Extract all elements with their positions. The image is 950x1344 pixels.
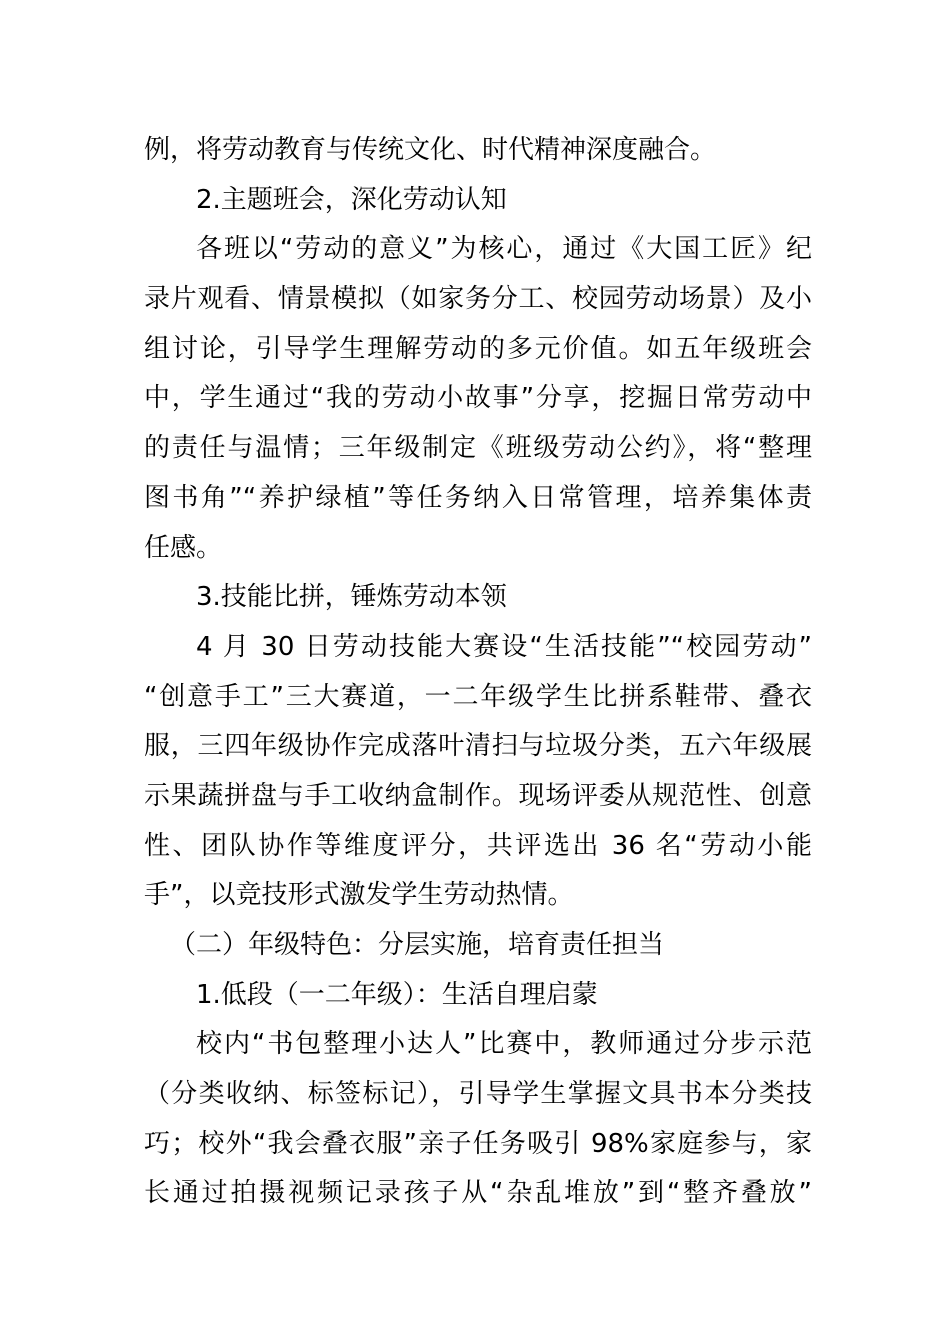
paragraph-line: 的责任与温情；三年级制定《班级劳动公约》，将“整理: [144, 433, 812, 464]
section-heading-class-meeting: 2.主题班会，深化劳动认知: [196, 184, 507, 215]
paragraph-line: 录片观看、情景模拟（如家务分工、校园劳动场景）及小: [144, 284, 812, 315]
paragraph-line: （分类收纳、标签标记），引导学生掌握文具书本分类技: [144, 1079, 812, 1110]
paragraph-line: 手”，以竞技形式激发学生劳动热情。: [144, 880, 574, 911]
paragraph-line: 长通过拍摄视频记录孩子从“杂乱堆放”到“整齐叠放”: [144, 1178, 812, 1209]
paragraph-line: 图书角”“养护绿植”等任务纳入日常管理，培养集体责: [144, 482, 812, 513]
paragraph-line: 性、团队协作等维度评分，共评选出 36 名“劳动小能: [144, 830, 812, 861]
paragraph-line: “创意手工”三大赛道，一二年级学生比拼系鞋带、叠衣: [144, 681, 812, 712]
paragraph-line: 各班以“劳动的意义”为核心，通过《大国工匠》纪: [196, 234, 812, 265]
paragraph-line-continuation: 例，将劳动教育与传统文化、时代精神深度融合。: [144, 135, 717, 165]
paragraph-line: 4 月 30 日劳动技能大赛设“生活技能”“校园劳动”: [196, 631, 812, 662]
paragraph-line: 示果蔬拼盘与手工收纳盒制作。现场评委从规范性、创意: [144, 780, 812, 811]
paragraph-line: 任感。: [144, 532, 223, 563]
paragraph-line: 中，学生通过“我的劳动小故事”分享，挖掘日常劳动中: [144, 383, 812, 414]
section-heading-grade-features: （二）年级特色：分层实施，培育责任担当: [170, 930, 665, 960]
section-heading-skills-contest: 3.技能比拼，锤炼劳动本领: [196, 582, 507, 613]
paragraph-line: 巧；校外“我会叠衣服”亲子任务吸引 98%家庭参与，家: [144, 1128, 812, 1159]
paragraph-line: 校内“书包整理小达人”比赛中，教师通过分步示范: [196, 1029, 812, 1060]
document-body: [144, 126, 812, 1219]
section-heading-lower-grades: 1.低段（一二年级）：生活自理启蒙: [196, 979, 598, 1010]
paragraph-line: 组讨论，引导学生理解劳动的多元价值。如五年级班会: [144, 333, 812, 364]
paragraph-line: 服，三四年级协作完成落叶清扫与垃圾分类，五六年级展: [144, 731, 812, 762]
